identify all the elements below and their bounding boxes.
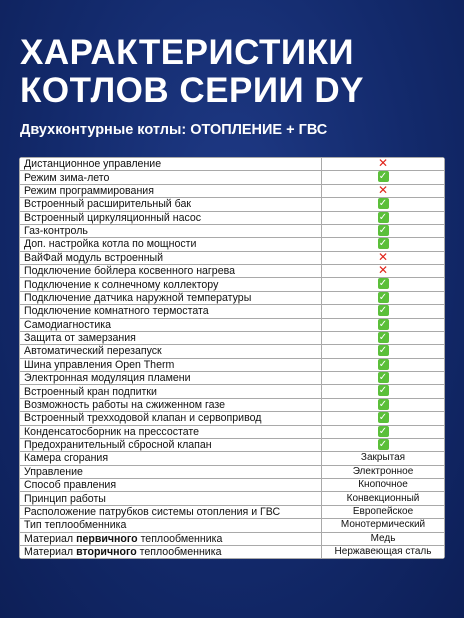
feature-cell: Встроенный трехходовой клапан и сервопривод xyxy=(20,412,322,425)
feature-cell: Принцип работы xyxy=(20,492,322,505)
check-mark-icon: ✓ xyxy=(378,412,388,424)
value-cell xyxy=(322,184,445,197)
check-mark-icon: ✓ xyxy=(378,198,388,210)
value-cell xyxy=(322,412,445,425)
check-mark-icon: ✓ xyxy=(378,224,388,236)
feature-cell: Встроенный расширительный бак xyxy=(20,198,322,211)
specs-table-body xyxy=(20,158,445,559)
feature-cell: Доп. настройка котла по мощности xyxy=(20,238,322,251)
value-cell xyxy=(322,438,445,451)
table-row xyxy=(20,224,445,237)
cross-mark-icon: ✕ xyxy=(377,264,389,278)
feature-cell: Подключение датчика наружной температуры xyxy=(20,291,322,304)
feature-emphasis: первичного xyxy=(76,532,138,545)
cross-mark-icon: ✕ xyxy=(377,184,389,197)
value-cell xyxy=(322,171,445,184)
feature-cell: ВайФай модуль встроенный xyxy=(20,251,322,264)
feature-text: Материал xyxy=(24,546,77,559)
value-cell xyxy=(322,278,445,291)
table-row xyxy=(20,211,445,224)
check-mark-icon: ✓ xyxy=(378,331,388,343)
value-cell: Кнопочное xyxy=(322,479,445,492)
feature-cell: Расположение патрубков системы отопления и ГВС xyxy=(20,505,322,518)
value-cell xyxy=(322,331,445,344)
check-mark-icon: ✓ xyxy=(378,372,388,384)
feature-cell: Подключение комнатного термостата xyxy=(20,305,322,318)
table-row xyxy=(20,184,445,197)
value-cell xyxy=(322,372,445,385)
table-row xyxy=(20,171,445,184)
feature-cell: Способ правления xyxy=(20,479,322,492)
value-cell xyxy=(322,265,445,278)
subtitle: Двухконтурные котлы: ОТОПЛЕНИЕ + ГВС xyxy=(20,122,328,138)
value-cell: Электронное xyxy=(322,465,445,478)
feature-cell: Защита от замерзания xyxy=(20,331,322,344)
value-cell: Медь xyxy=(322,532,445,545)
check-mark-icon: ✓ xyxy=(378,345,388,357)
value-cell xyxy=(322,224,445,237)
table-row xyxy=(20,265,445,278)
check-mark-icon: ✓ xyxy=(378,438,388,450)
value-cell xyxy=(322,198,445,211)
feature-cell: Режим программирования xyxy=(20,184,322,197)
value-cell: Нержавеющая сталь xyxy=(322,545,445,558)
table-row xyxy=(20,492,445,505)
cross-mark-icon: ✕ xyxy=(377,251,389,264)
title-line-1: ХАРАКТЕРИСТИКИ xyxy=(20,33,355,72)
feature-cell: Шина управления Open Therm xyxy=(20,358,322,371)
table-row xyxy=(20,318,445,331)
table-row xyxy=(20,438,445,451)
feature-cell: Предохранительный сбросной клапан xyxy=(20,438,322,451)
check-mark-icon: ✓ xyxy=(378,425,388,437)
value-cell xyxy=(322,251,445,264)
table-row xyxy=(20,452,445,465)
value-cell: Конвекционный xyxy=(322,492,445,505)
table-row xyxy=(20,412,445,425)
table-row xyxy=(20,238,445,251)
feature-cell: Подключение бойлера косвенного нагрева xyxy=(20,265,322,278)
table-row xyxy=(20,345,445,358)
table-row xyxy=(20,545,445,558)
table-row xyxy=(20,305,445,318)
table-row xyxy=(20,385,445,398)
table-row xyxy=(20,532,445,545)
value-cell xyxy=(322,158,445,171)
check-mark-icon: ✓ xyxy=(378,238,388,250)
value-cell xyxy=(322,211,445,224)
value-cell xyxy=(322,238,445,251)
feature-cell: Автоматический перезапуск xyxy=(20,345,322,358)
table-row xyxy=(20,465,445,478)
check-mark-icon: ✓ xyxy=(378,171,388,183)
check-mark-icon: ✓ xyxy=(378,358,388,370)
check-mark-icon: ✓ xyxy=(378,305,388,317)
feature-cell: Возможность работы на сжиженном газе xyxy=(20,398,322,411)
feature-cell: Тип теплообменника xyxy=(20,519,322,532)
value-cell xyxy=(322,385,445,398)
feature-cell xyxy=(20,532,322,545)
value-cell: Европейское xyxy=(322,505,445,518)
table-row xyxy=(20,198,445,211)
table-row xyxy=(20,479,445,492)
table-row xyxy=(20,398,445,411)
check-mark-icon: ✓ xyxy=(378,318,388,330)
feature-cell: Управление xyxy=(20,465,322,478)
table-row xyxy=(20,519,445,532)
check-mark-icon: ✓ xyxy=(378,211,388,223)
table-row xyxy=(20,358,445,371)
feature-cell: Камера сгорания xyxy=(20,452,322,465)
value-cell xyxy=(322,398,445,411)
check-mark-icon: ✓ xyxy=(378,398,388,410)
feature-cell: Встроенный кран подпитки xyxy=(20,385,322,398)
feature-cell: Газ-контроль xyxy=(20,224,322,237)
table-row xyxy=(20,372,445,385)
feature-cell: Самодиагностика xyxy=(20,318,322,331)
table-row xyxy=(20,291,445,304)
table-row xyxy=(20,505,445,518)
cross-mark-icon: ✕ xyxy=(377,157,389,171)
value-cell xyxy=(322,318,445,331)
feature-cell: Дистанционное управление xyxy=(20,158,322,171)
feature-text: теплообменника xyxy=(136,546,222,559)
value-cell xyxy=(322,291,445,304)
value-cell xyxy=(322,358,445,371)
value-cell: Закрытая xyxy=(322,452,445,465)
feature-cell: Конденсатосборник на прессостате xyxy=(20,425,322,438)
feature-cell: Подключение к солнечному коллектору xyxy=(20,278,322,291)
value-cell: Монотермический xyxy=(322,519,445,532)
feature-text: Материал xyxy=(24,532,77,545)
check-mark-icon: ✓ xyxy=(378,291,388,303)
check-mark-icon: ✓ xyxy=(378,278,388,290)
value-cell xyxy=(322,345,445,358)
table-row xyxy=(20,278,445,291)
feature-text: теплообменника xyxy=(137,532,223,545)
page-title xyxy=(20,34,364,110)
table-row xyxy=(20,331,445,344)
table-row xyxy=(20,425,445,438)
table-row xyxy=(20,158,445,171)
specs-table xyxy=(19,157,445,559)
value-cell xyxy=(322,425,445,438)
feature-cell xyxy=(20,545,322,558)
check-mark-icon: ✓ xyxy=(378,385,388,397)
feature-cell: Встроенный циркуляционный насос xyxy=(20,211,322,224)
value-cell xyxy=(322,305,445,318)
table-row xyxy=(20,251,445,264)
feature-emphasis: вторичного xyxy=(76,546,137,559)
feature-cell: Электронная модуляция пламени xyxy=(20,372,322,385)
feature-cell: Режим зима-лето xyxy=(20,171,322,184)
title-line-2: КОТЛОВ СЕРИИ DY xyxy=(20,71,364,110)
